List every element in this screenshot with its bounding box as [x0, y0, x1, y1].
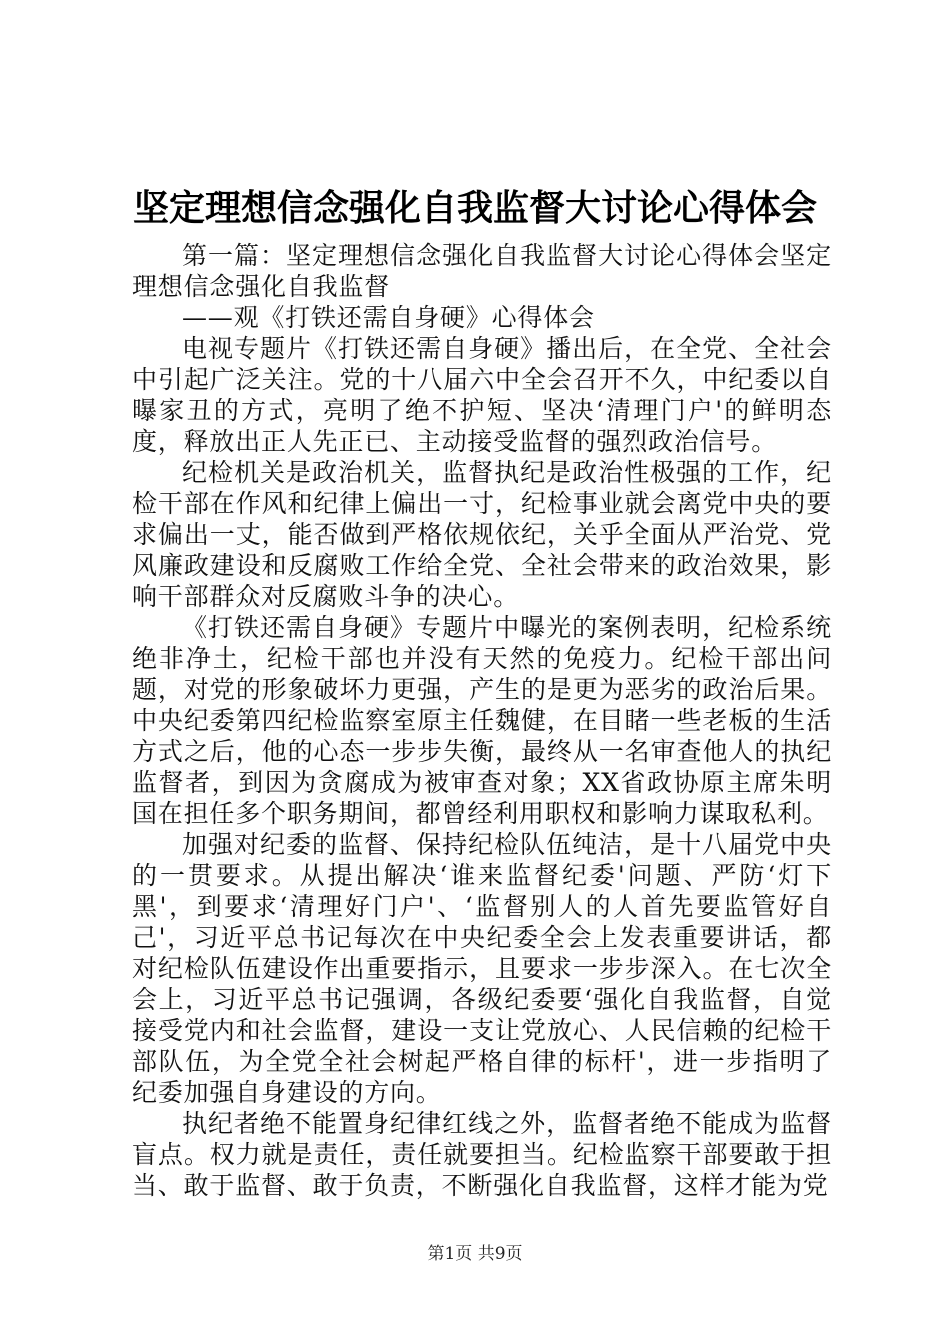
- paragraph-subtitle: ——观《打铁还需自身硬》心得体会: [182, 303, 595, 332]
- page-number-footer: 第1页 共9页: [427, 1244, 523, 1264]
- paragraph: 纪检机关是政治机关，监督执纪是政治性极强的工作，纪检干部在作风和纪律上偏出一寸，纪检事业就会离党中央的要求偏出一丈，能否做到严格依规依纪，关乎全面从严治党、党风廉政建设和反腐败工作给全党、全社会带来的政治效果，影响干部群众对反腐败斗争的决心。: [132, 458, 832, 611]
- paragraph: 电视专题片《打铁还需自身硬》播出后，在全党、全社会中引起广泛关注。党的十八届六中全会召开不久，中纪委以自曝家丑的方式，亮明了绝不护短、坚决‘清理门户'的鲜明态度，释放出正人先正已、主动接受监督的强烈政治信号。: [132, 334, 832, 456]
- paragraph: 执纪者绝不能置身纪律红线之外，监督者绝不能成为监督盲点。权力就是责任，责任就要担当。纪检监察干部要敢于担当、敢于监督、敢于负责，不断强化自我监督，这样才能为党: [132, 1109, 832, 1200]
- document-body: [132, 240, 832, 1201]
- paragraph: 《打铁还需自身硬》专题片中曝光的案例表明，纪检系统绝非净土，纪检干部也并没有天然的免疫力。纪检干部出问题，对党的形象破坏力更强，产生的是更为恶劣的政治后果。中央纪委第四纪检监察室原主任魏健，在目睹一些老板的生活方式之后，他的心态一步步失衡，最终从一名审查他人的执纪监督者，到因为贪腐成为被审查对象；XX省政协原主席朱明国在担任多个职务期间，都曾经利用职权和影响力谋取私利。: [132, 613, 832, 828]
- document-title: 坚定理想信念强化自我监督大讨论心得体会: [132, 188, 817, 229]
- paragraph-heading: 第一篇：坚定理想信念强化自我监督大讨论心得体会坚定理想信念强化自我监督: [132, 241, 832, 301]
- paragraph: 加强对纪委的监督、保持纪检队伍纯洁，是十八届党中央的一贯要求。从提出解决‘谁来监督纪委'问题、严防‘灯下黑'，到要求‘清理好门户'、‘监督别人的人首先要监管好自己'，习近平总书记每次在中央纪委全会上发表重要讲话，都对纪检队伍建设作出重要指示，且要求一步步深入。在七次全会上，习近平总书记强调，各级纪委要‘强化自我监督，自觉接受党内和社会监督，建设一支让党放心、人民信赖的纪检干部队伍，为全党全社会树起严格自律的标杆'，进一步指明了纪委加强自身建设的方向。: [132, 830, 832, 1107]
